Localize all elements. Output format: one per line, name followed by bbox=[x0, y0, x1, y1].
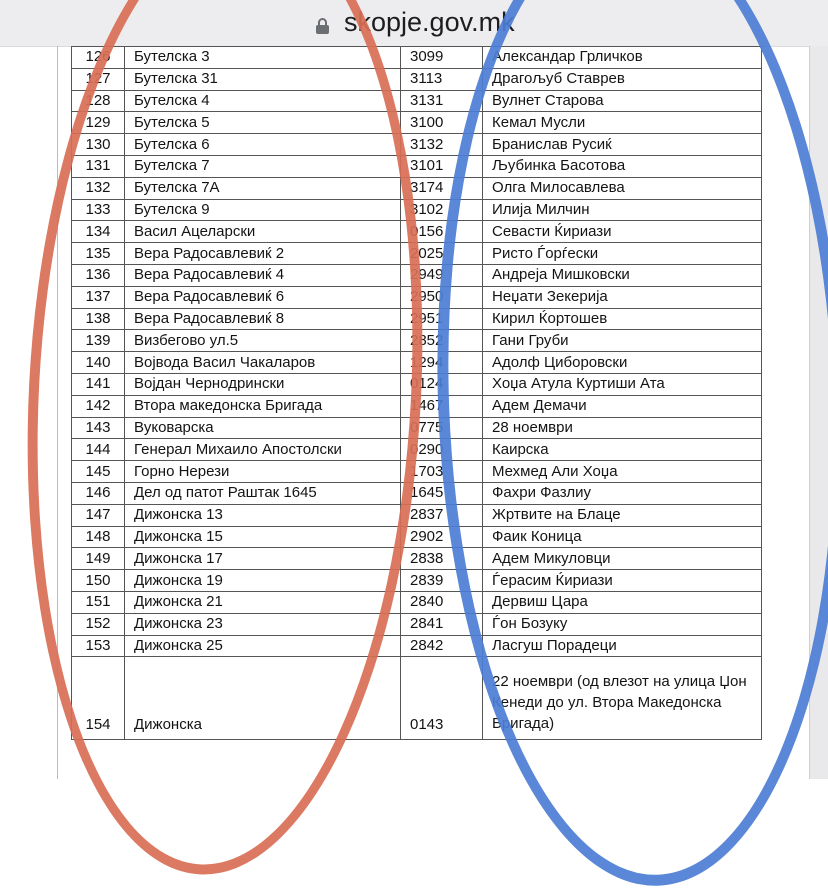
new-name-cell: Ласгуш Порадеци bbox=[483, 635, 762, 657]
street-name-cell: Горно Нерези bbox=[125, 461, 401, 483]
new-name-cell: Мехмед Али Хоџа bbox=[483, 461, 762, 483]
street-name-cell: Дижонска bbox=[125, 657, 401, 740]
row-number-cell: 132 bbox=[72, 177, 125, 199]
row-number-cell: 145 bbox=[72, 461, 125, 483]
table-row bbox=[72, 548, 762, 570]
new-name-cell: Драгољуб Ставрев bbox=[483, 68, 762, 90]
code-cell: 2840 bbox=[401, 591, 483, 613]
table-row bbox=[72, 482, 762, 504]
street-name-cell: Војдан Чернодрински bbox=[125, 373, 401, 395]
code-cell: 3099 bbox=[401, 47, 483, 69]
row-number-cell: 148 bbox=[72, 526, 125, 548]
new-name-cell: Неџати Зекерија bbox=[483, 286, 762, 308]
street-name-cell: Бутелска 5 bbox=[125, 112, 401, 134]
code-cell: 3132 bbox=[401, 134, 483, 156]
street-name-cell: Бутелска 9 bbox=[125, 199, 401, 221]
address-bar[interactable] bbox=[300, 7, 560, 42]
new-name-cell: Олга Милосавлева bbox=[483, 177, 762, 199]
row-number-cell: 133 bbox=[72, 199, 125, 221]
url-text: skopje.gov.mk bbox=[344, 7, 515, 37]
row-number-cell: 147 bbox=[72, 504, 125, 526]
code-cell: 3102 bbox=[401, 199, 483, 221]
new-name-cell: Кирил Ќортошев bbox=[483, 308, 762, 330]
row-number-cell: 131 bbox=[72, 155, 125, 177]
code-cell: 0775 bbox=[401, 417, 483, 439]
page-left-edge bbox=[57, 46, 58, 779]
table-row bbox=[72, 68, 762, 90]
row-number-cell: 127 bbox=[72, 68, 125, 90]
new-name-cell: Фахри Фазлиу bbox=[483, 482, 762, 504]
code-cell: 3113 bbox=[401, 68, 483, 90]
new-name-cell: 22 ноември (од влезот на улица Џон Кенеди до ул. Втора Македонска Бригада) bbox=[483, 657, 762, 740]
table-row bbox=[72, 264, 762, 286]
new-name-cell: Каирска bbox=[483, 439, 762, 461]
code-cell: 1467 bbox=[401, 395, 483, 417]
table-row bbox=[72, 526, 762, 548]
row-number-cell: 126 bbox=[72, 47, 125, 69]
browser-chrome bbox=[0, 0, 828, 47]
table-row bbox=[72, 417, 762, 439]
table-row bbox=[72, 395, 762, 417]
new-name-cell: Ѓон Бозуку bbox=[483, 613, 762, 635]
code-cell: 0156 bbox=[401, 221, 483, 243]
row-number-cell: 154 bbox=[72, 657, 125, 740]
table-row bbox=[72, 90, 762, 112]
table-row bbox=[72, 155, 762, 177]
new-name-cell: Адолф Циборовски bbox=[483, 352, 762, 374]
street-name-cell: Дижонска 17 bbox=[125, 548, 401, 570]
street-name-cell: Визбегово ул.5 bbox=[125, 330, 401, 352]
street-name-cell: Вуковарска bbox=[125, 417, 401, 439]
code-cell: 2025 bbox=[401, 243, 483, 265]
row-number-cell: 153 bbox=[72, 635, 125, 657]
new-name-cell: Гани Груби bbox=[483, 330, 762, 352]
street-name-cell: Втора македонска Бригада bbox=[125, 395, 401, 417]
table-row bbox=[72, 286, 762, 308]
row-number-cell: 138 bbox=[72, 308, 125, 330]
street-name-cell: Вера Радосавлевиќ 2 bbox=[125, 243, 401, 265]
row-number-cell: 149 bbox=[72, 548, 125, 570]
code-cell: 0124 bbox=[401, 373, 483, 395]
street-name-cell: Дижонска 15 bbox=[125, 526, 401, 548]
code-cell: 2951 bbox=[401, 308, 483, 330]
new-name-cell: Адем Микуловци bbox=[483, 548, 762, 570]
code-cell: 1703 bbox=[401, 461, 483, 483]
street-table bbox=[71, 46, 762, 740]
code-cell: 0143 bbox=[401, 657, 483, 740]
page-right-gutter bbox=[809, 46, 828, 779]
new-name-cell: Кемал Мусли bbox=[483, 112, 762, 134]
new-name-cell: 28 ноември bbox=[483, 417, 762, 439]
lock-icon bbox=[316, 18, 330, 34]
row-number-cell: 136 bbox=[72, 264, 125, 286]
new-name-cell: Љубинка Басотова bbox=[483, 155, 762, 177]
new-name-cell: Севасти Ќириази bbox=[483, 221, 762, 243]
row-number-cell: 134 bbox=[72, 221, 125, 243]
table-row bbox=[72, 591, 762, 613]
street-name-cell: Бутелска 3 bbox=[125, 47, 401, 69]
new-name-cell: Андреја Мишковски bbox=[483, 264, 762, 286]
street-name-cell: Дел од патот Раштак 1645 bbox=[125, 482, 401, 504]
street-name-cell: Бутелска 6 bbox=[125, 134, 401, 156]
table-row bbox=[72, 635, 762, 657]
table-row bbox=[72, 461, 762, 483]
street-name-cell: Дижонска 25 bbox=[125, 635, 401, 657]
row-number-cell: 151 bbox=[72, 591, 125, 613]
table-row bbox=[72, 570, 762, 592]
code-cell: 2842 bbox=[401, 635, 483, 657]
row-number-cell: 135 bbox=[72, 243, 125, 265]
street-name-cell: Вера Радосавлевиќ 8 bbox=[125, 308, 401, 330]
row-number-cell: 129 bbox=[72, 112, 125, 134]
row-number-cell: 144 bbox=[72, 439, 125, 461]
street-name-cell: Генерал Михаило Апостолски bbox=[125, 439, 401, 461]
street-name-cell: Вера Радосавлевиќ 4 bbox=[125, 264, 401, 286]
new-name-cell: Жртвите на Блаце bbox=[483, 504, 762, 526]
row-number-cell: 128 bbox=[72, 90, 125, 112]
code-cell: 1294 bbox=[401, 352, 483, 374]
new-name-cell: Дервиш Цара bbox=[483, 591, 762, 613]
new-name-cell: Александар Грличков bbox=[483, 47, 762, 69]
new-name-cell: Адем Демачи bbox=[483, 395, 762, 417]
new-name-cell: Илија Милчин bbox=[483, 199, 762, 221]
row-number-cell: 141 bbox=[72, 373, 125, 395]
street-name-cell: Дижонска 19 bbox=[125, 570, 401, 592]
street-name-cell: Бутелска 4 bbox=[125, 90, 401, 112]
row-number-cell: 137 bbox=[72, 286, 125, 308]
code-cell: 0290 bbox=[401, 439, 483, 461]
code-cell: 2950 bbox=[401, 286, 483, 308]
street-name-cell: Васил Ацеларски bbox=[125, 221, 401, 243]
new-name-cell: Бранислав Русиќ bbox=[483, 134, 762, 156]
table-row bbox=[72, 373, 762, 395]
table-row bbox=[72, 221, 762, 243]
street-name-cell: Дижонска 13 bbox=[125, 504, 401, 526]
new-name-cell: Вулнет Старова bbox=[483, 90, 762, 112]
table-row bbox=[72, 504, 762, 526]
table-row bbox=[72, 177, 762, 199]
street-name-cell: Бутелска 7А bbox=[125, 177, 401, 199]
street-name-cell: Бутелска 7 bbox=[125, 155, 401, 177]
code-cell: 1645 bbox=[401, 482, 483, 504]
table-row bbox=[72, 134, 762, 156]
code-cell: 3131 bbox=[401, 90, 483, 112]
new-name-cell: Ѓерасим Ќириази bbox=[483, 570, 762, 592]
new-name-cell: Хоџа Атула Куртиши Ата bbox=[483, 373, 762, 395]
new-name-cell: Фаик Коница bbox=[483, 526, 762, 548]
table-row bbox=[72, 47, 762, 69]
row-number-cell: 139 bbox=[72, 330, 125, 352]
table-row bbox=[72, 657, 762, 740]
row-number-cell: 130 bbox=[72, 134, 125, 156]
code-cell: 3100 bbox=[401, 112, 483, 134]
street-name-cell: Војвода Васил Чакаларов bbox=[125, 352, 401, 374]
code-cell: 2852 bbox=[401, 330, 483, 352]
code-cell: 2839 bbox=[401, 570, 483, 592]
row-number-cell: 143 bbox=[72, 417, 125, 439]
table-row bbox=[72, 439, 762, 461]
new-name-cell: Ристо Ѓорѓески bbox=[483, 243, 762, 265]
code-cell: 2902 bbox=[401, 526, 483, 548]
street-name-cell: Дижонска 23 bbox=[125, 613, 401, 635]
code-cell: 2841 bbox=[401, 613, 483, 635]
row-number-cell: 146 bbox=[72, 482, 125, 504]
street-name-cell: Дижонска 21 bbox=[125, 591, 401, 613]
table-row bbox=[72, 308, 762, 330]
code-cell: 2838 bbox=[401, 548, 483, 570]
table-row bbox=[72, 199, 762, 221]
table-row bbox=[72, 243, 762, 265]
table-row bbox=[72, 352, 762, 374]
table-row bbox=[72, 613, 762, 635]
row-number-cell: 142 bbox=[72, 395, 125, 417]
street-name-cell: Вера Радосавлевиќ 6 bbox=[125, 286, 401, 308]
row-number-cell: 150 bbox=[72, 570, 125, 592]
street-name-cell: Бутелска 31 bbox=[125, 68, 401, 90]
code-cell: 2837 bbox=[401, 504, 483, 526]
row-number-cell: 140 bbox=[72, 352, 125, 374]
table-row bbox=[72, 330, 762, 352]
table-body bbox=[72, 47, 762, 740]
row-number-cell: 152 bbox=[72, 613, 125, 635]
code-cell: 2949 bbox=[401, 264, 483, 286]
code-cell: 3174 bbox=[401, 177, 483, 199]
table-row bbox=[72, 112, 762, 134]
code-cell: 3101 bbox=[401, 155, 483, 177]
